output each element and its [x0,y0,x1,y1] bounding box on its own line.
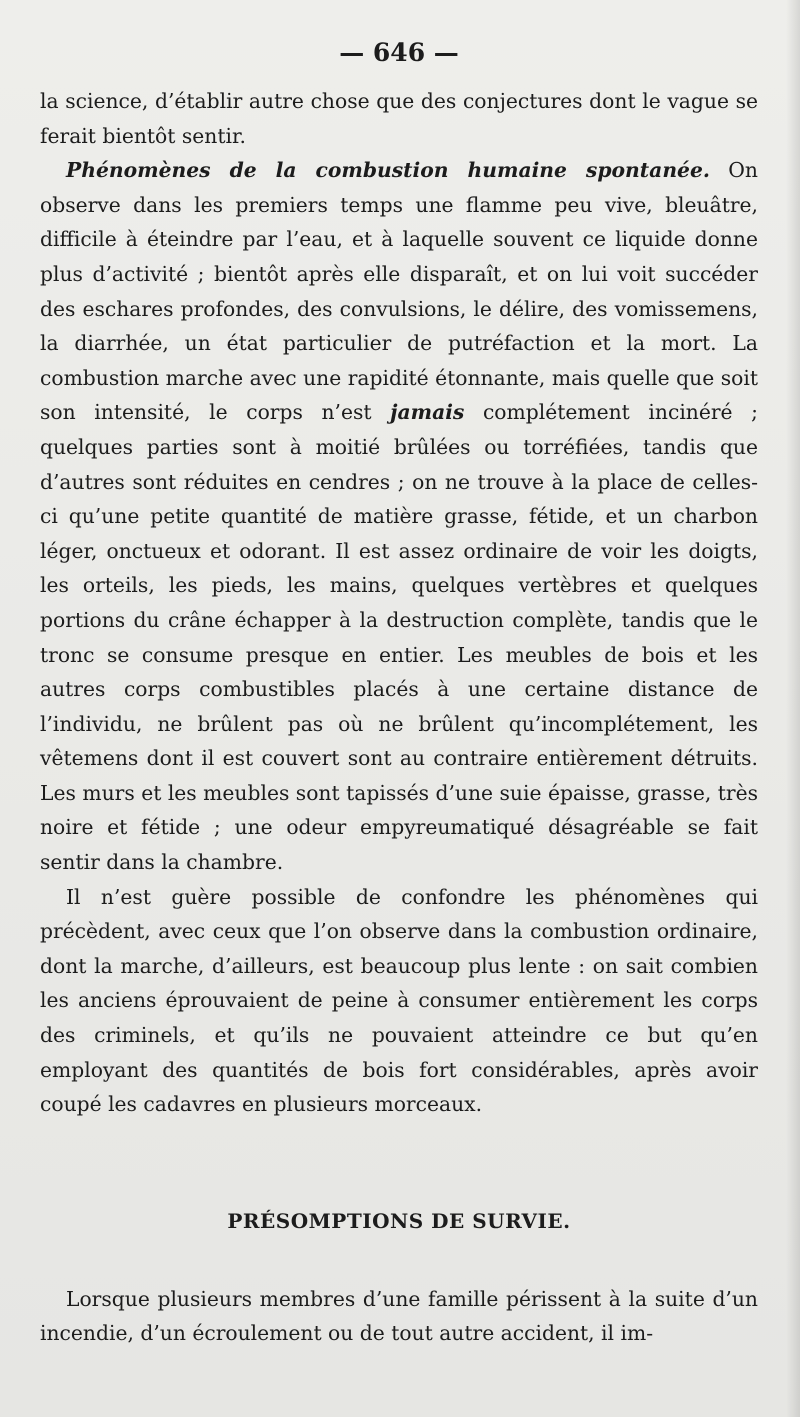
paragraph-run-in-title: Phénomènes de la combustion humaine spontanée. [66,158,710,183]
paragraph-survie: Lorsque plusieurs membres d’une famille périssent à la suite d’un incendie, d’un écroulement ou de tout autre accident, il im- [40,1286,758,1346]
emphasized-word: jamais [390,400,465,425]
paragraph-comparison: Il n’est guère possible de confondre les phénomènes qui précèdent, avec ceux que l’on observe dans la combustion ordinaire, dont la marche, d’ailleurs, est beaucoup plus lente : on sait combien les anciens éprouvaient de peine à consumer entièrement les corps des criminels, et qu’ils ne pouvaient atteindre ce but qu’en employant des quantités de bois fort considérables, après avoir coupé les cadavres en plusieurs morceaux. [40,884,758,1117]
page-number: — 646 — [339,38,459,67]
body-text [40,84,758,1351]
page-edge-shadow [786,0,800,1417]
paragraph-text-part: complétement incinéré ; quelques parties sont à moitié brûlées ou torréfiées, tandis que d’autres sont réduites en cendres ; on ne trouve à la place de celles-ci qu’une petite quantité de matière grasse, fétide, et un charbon léger, onctueux et odorant. Il est assez ordinaire de voir les doigts, les orteils, les pieds, les mains, quelques vertèbres et quelques portions du crâne échapper à la destruction complète, tandis que le tronc se consume presque en entier. Les meubles de bois et les autres corps combustibles placés à une certaine distance de l’individu, ne brûlent pas où ne brûlent qu’incomplétement, les vêtemens dont il est couvert sont au contraire entièrement détruits. Les murs et les meubles sont tapissés d’une suie épaisse, grasse, très noire et fétide ; une odeur empyreumatiqué désagréable se fait sentir dans la chambre. [40,400,758,875]
paragraph-text-part: On observe dans les premiers temps une flamme peu vive, bleuâtre, difficile à éteindre par l’eau, et à laquelle souvent ce liquide donne plus d’activité ; bientôt après elle disparaît, et on lui voit succéder des eschares profondes, des convulsions, le délire, des vomissemens, la diarrhée, un état particulier de putréfaction et la mort. La combustion marche avec une rapidité étonnante, mais quelle que soit son intensité, le corps n’est [40,158,758,425]
paragraph-continuation: la science, d’établir autre chose que des conjectures dont le vague se ferait bientôt sentir. [40,89,758,148]
section-heading: PRÉSOMPTIONS DE SURVIE. [227,1208,571,1233]
paragraph-phenomenes [40,153,758,879]
